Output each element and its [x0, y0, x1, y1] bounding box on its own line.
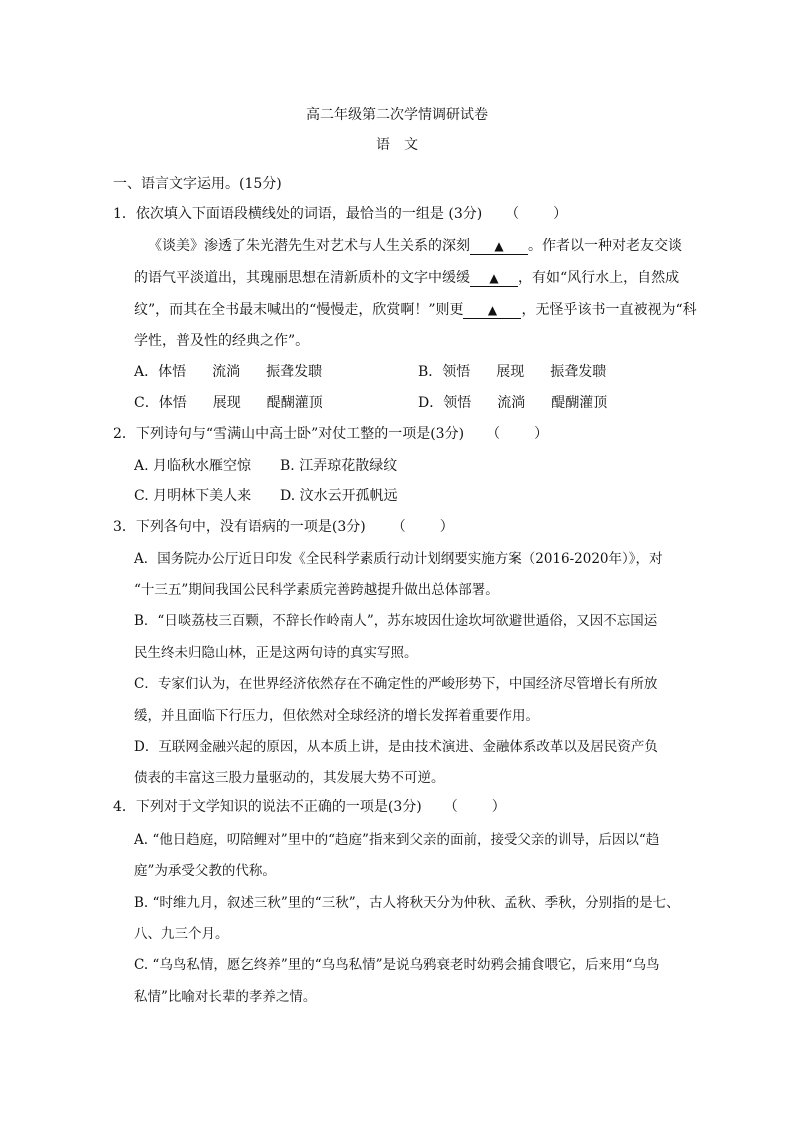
options-row — [134, 456, 534, 476]
option-c[interactable]: C．体悟 展现 醍醐灌顶 — [134, 395, 323, 411]
option-b[interactable]: B. 江弄琼花散绿纹 — [280, 458, 398, 474]
triangle-icon: ▲ — [487, 303, 498, 317]
passage-line: 《谈美》渗透了朱光潜先生对艺术与人生关系的深刻 ▲ 。作者以一种对老友交谈 — [148, 238, 682, 254]
option-d[interactable]: D．互联网金融兴起的原因，从本质上讲，是由技术演进、金融体系改革以及居民资产负 — [134, 739, 658, 755]
option-a[interactable]: A．体悟 流淌 振聋发聩 — [134, 364, 323, 380]
answer-paren: （ ） — [486, 426, 549, 442]
triangle-icon: ▲ — [489, 271, 499, 285]
option-c[interactable]: C．专家们认为，在世界经济依然存在不确定性的严峻形势下，中国经济尽管增长有所放 — [134, 676, 658, 692]
option-a-cont: 庭”为承受父教的代称。 — [134, 863, 276, 879]
passage-line: 纹”，而其在全书最末喊出的“慢慢走，欣赏啊！”则更 ▲ ，无怪乎该书一直被视为“科 — [134, 302, 697, 318]
option-c[interactable]: C. “乌鸟私情，愿乞终养”里的“乌鸟私情”是说乌鸦衰老时幼鸦会捕食喂它，后来用“乌鸟 — [134, 957, 660, 973]
fill-blank-3 — [463, 302, 521, 319]
answer-paren: （ ） — [443, 799, 506, 815]
option-c-cont: 缓，并且面临下行压力，但依然对全球经济的增长发挥着重要作用。 — [134, 708, 539, 724]
option-d-cont: 债表的丰富这三股力量驱动的，其发展大势不可逆。 — [134, 770, 445, 786]
passage-line: 学性，普及性的经典之作”。 — [134, 333, 310, 349]
option-b-cont: 八、九三个月。 — [134, 926, 229, 942]
answer-paren: （ ） — [505, 206, 568, 222]
fill-blank-1 — [470, 238, 528, 255]
section-heading: 一、语言文字运用。(15分) — [113, 176, 282, 192]
exam-title: 高二年级第二次学情调研试卷 — [306, 107, 488, 123]
question-4-stem: 4．下列对于文学知识的说法不正确的一项是(3分) （ ） — [113, 799, 506, 815]
question-1-stem — [113, 204, 568, 224]
subject-title: 语 文 — [376, 137, 418, 153]
option-a-cont: “十三五”期间我国公民科学素质完善跨越提升做出总体部署。 — [134, 582, 499, 598]
option-a[interactable]: A．国务院办公厅近日印发《全民科学素质行动计划纲要实施方案（2016-2020年）》，对 — [134, 551, 663, 567]
option-b-cont: 民生终未归隐山林，正是这两句诗的真实写照。 — [134, 645, 418, 661]
triangle-icon: ▲ — [494, 239, 504, 253]
passage-line: 的语气平淡道出，其瑰丽思想在清新质朴的文字中缓缓 ▲ ，有如“风行水上，自然成 — [134, 270, 680, 286]
question-3-stem: 3．下列各句中，没有语病的一项是(3分) （ ） — [113, 519, 454, 535]
answer-paren: （ ） — [391, 519, 454, 535]
option-d[interactable]: D．领悟 流淌 醍醐灌顶 — [418, 395, 608, 411]
option-b[interactable]: B．“日啖荔枝三百颗，不辞长作岭南人”，苏东坡因仕途坎坷欲避世遁俗，又因不忘国运 — [134, 613, 658, 629]
fill-blank-2 — [470, 270, 518, 287]
option-c-cont: 私情”比喻对长辈的孝养之情。 — [134, 989, 317, 1005]
option-d[interactable]: D. 汶水云开孤帆远 — [280, 488, 398, 504]
options-row — [134, 362, 694, 382]
option-c[interactable]: C. 月明林下美人来 — [134, 488, 252, 504]
options-row — [134, 486, 534, 506]
question-2-stem: 2．下列诗句与“雪满山中高士卧”对仗工整的一项是(3分) （ ） — [113, 426, 549, 442]
option-b[interactable]: B．领悟 展现 振聋发聩 — [418, 364, 607, 380]
option-a[interactable]: A. 月临秋水雁空惊 — [134, 458, 252, 474]
option-a[interactable]: A. “他日趋庭，叨陪鲤对”里中的“趋庭”指来到父亲的面前，接受父亲的训导，后因以“趋 — [134, 832, 660, 848]
question-1-stem-text: 1．依次填入下面语段横线处的词语，最恰当的一组是 (3分) — [113, 206, 483, 222]
option-b[interactable]: B. “时维九月，叙述三秋”里的“三秋”，古人将秋天分为仲秋、孟秋、季秋，分别指的是七、 — [134, 895, 680, 911]
options-row — [134, 393, 694, 413]
